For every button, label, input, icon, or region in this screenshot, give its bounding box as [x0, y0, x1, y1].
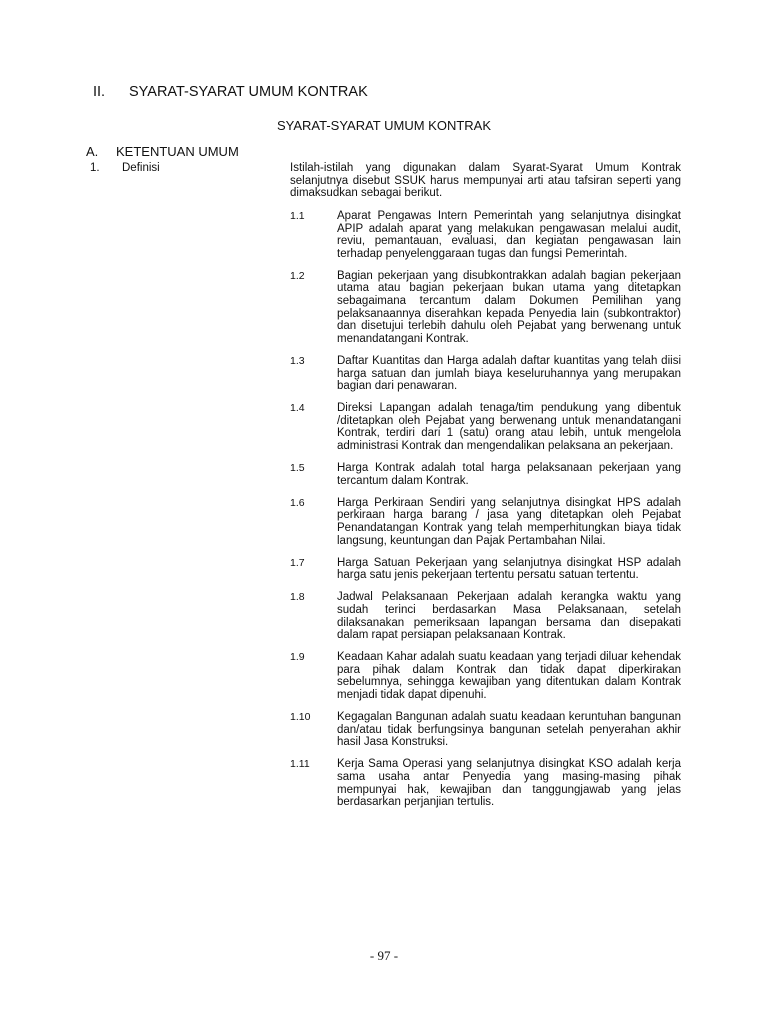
list-item: [290, 210, 681, 260]
item-text: Bagian pekerjaan yang disubkontrakkan adalah bagian pekerjaan utama atau bagian pekerjaan bukan utama yang ditetapkan sebagaimana tercantum dalam Dokumen Pemilihan yang pelaksanaannya diserahkan kepada Penyedia lain (subkontraktor) dan disetujui terlebih dahulu oleh Pejabat yang berwenang untuk menandatangani Kontrak.: [337, 269, 681, 345]
definition-heading: [90, 162, 160, 174]
document-title-text: SYARAT-SYARAT UMUM KONTRAK: [276, 118, 492, 133]
list-item: [290, 758, 681, 808]
list-item: [290, 270, 681, 346]
item-number: 1.5: [290, 462, 305, 475]
section-number: A.: [86, 144, 99, 159]
definition-number: 1.: [90, 162, 100, 174]
item-number: 1.9: [290, 651, 305, 664]
item-text: Kegagalan Bangunan adalah suatu keadaan keruntuhan bangunan dan/atau tidak berfungsinya bangunan setelah penyerahan akhir hasil Jasa Konstruksi.: [337, 711, 681, 749]
item-number: 1.8: [290, 591, 305, 604]
page-number: - 97 -: [369, 948, 399, 963]
item-text: Daftar Kuantitas dan Harga adalah daftar kuantitas yang telah diisi harga satuan dan jumlah biaya keseluruhannya yang merupakan bagian dari penawaran.: [337, 354, 681, 393]
item-text: Direksi Lapangan adalah tenaga/tim pendukung yang dibentuk /ditetapkan oleh Pejabat yang berwenang untuk menandatangani Kontrak, terdiri dari 1 (satu) orang atau lebih, untuk mengelola administrasi Kontrak dan mengendalikan pelaksana an pekerjaan.: [337, 402, 681, 452]
definition-label: Definisi: [122, 162, 160, 174]
item-number: 1.1: [290, 210, 305, 222]
item-number: 1.6: [290, 496, 305, 509]
item-number: 1.2: [290, 269, 305, 282]
item-text: Keadaan Kahar adalah suatu keadaan yang terjadi diluar kehendak para pihak dalam Kontrak dan tidak dapat diperkirakan sebelumnya, sehingga kewajiban yang ditentukan dalam Kontrak menjadi tidak dapat dipenuhi.: [337, 651, 681, 701]
chapter-number: II.: [93, 84, 106, 100]
item-text: Aparat Pengawas Intern Pemerintah yang selanjutnya disingkat APIP adalah aparat yang melakukan pengawasan melalui audit, reviu, pemantauan, evaluasi, dan kegiatan pengawasan lain terhadap penyelenggaraan tugas dan fungsi Pemerintah.: [337, 210, 681, 260]
list-item: [290, 711, 681, 749]
item-number: 1.4: [290, 402, 305, 415]
item-text: Jadwal Pelaksanaan Pekerjaan adalah kerangka waktu yang sudah terinci berdasarkan Masa Pelaksanaan, setelah dilaksanakan pemeriksaan lapangan bersama dan disepakati dalam rapat persiapan pelaksanaan Kontrak.: [337, 591, 681, 642]
definition-list: [290, 210, 681, 818]
list-item: [290, 462, 681, 487]
item-number: 1.7: [290, 556, 305, 569]
item-text: Harga Kontrak adalah total harga pelaksanaan pekerjaan yang tercantum dalam Kontrak.: [337, 462, 681, 487]
item-text: Harga Satuan Pekerjaan yang selanjutnya disingkat HSP adalah harga satu jenis pekerjaan tertentu persatu satuan tertentu.: [337, 556, 681, 582]
item-number: 1.10: [290, 711, 311, 724]
definition-intro: Istilah-istilah yang digunakan dalam Syarat-Syarat Umum Kontrak selanjutnya disebut SSUK harus mempunyai arti atau tafsiran seperti yang dimaksudkan sebagai berikut.: [290, 162, 681, 200]
list-item: [290, 355, 681, 393]
item-number: 1.3: [290, 354, 305, 367]
item-text: Kerja Sama Operasi yang selanjutnya disingkat KSO adalah kerja sama usaha antar Penyedia yang masing-masing pihak mempunyai hak, kewajiban dan tanggungjawab yang jelas berdasarkan perjanjian tertulis.: [337, 758, 681, 809]
list-item: [290, 651, 681, 701]
list-item: [290, 591, 681, 641]
chapter-title: SYARAT-SYARAT UMUM KONTRAK: [129, 84, 368, 100]
chapter-heading: [93, 84, 368, 100]
section-title: KETENTUAN UMUM: [116, 144, 239, 159]
item-text: Harga Perkiraan Sendiri yang selanjutnya disingkat HPS adalah perkiraan harga barang / jasa yang ditetapkan oleh Pejabat Penandatangan Kontrak yang telah memperhitungkan biaya tidak langsung, keuntungan dan Pajak Pertambahan Nilai.: [337, 496, 681, 547]
list-item: [290, 557, 681, 582]
item-number: 1.11: [290, 758, 310, 771]
section-heading: [86, 144, 239, 159]
document-title: [0, 118, 768, 133]
list-item: [290, 497, 681, 547]
list-item: [290, 402, 681, 452]
